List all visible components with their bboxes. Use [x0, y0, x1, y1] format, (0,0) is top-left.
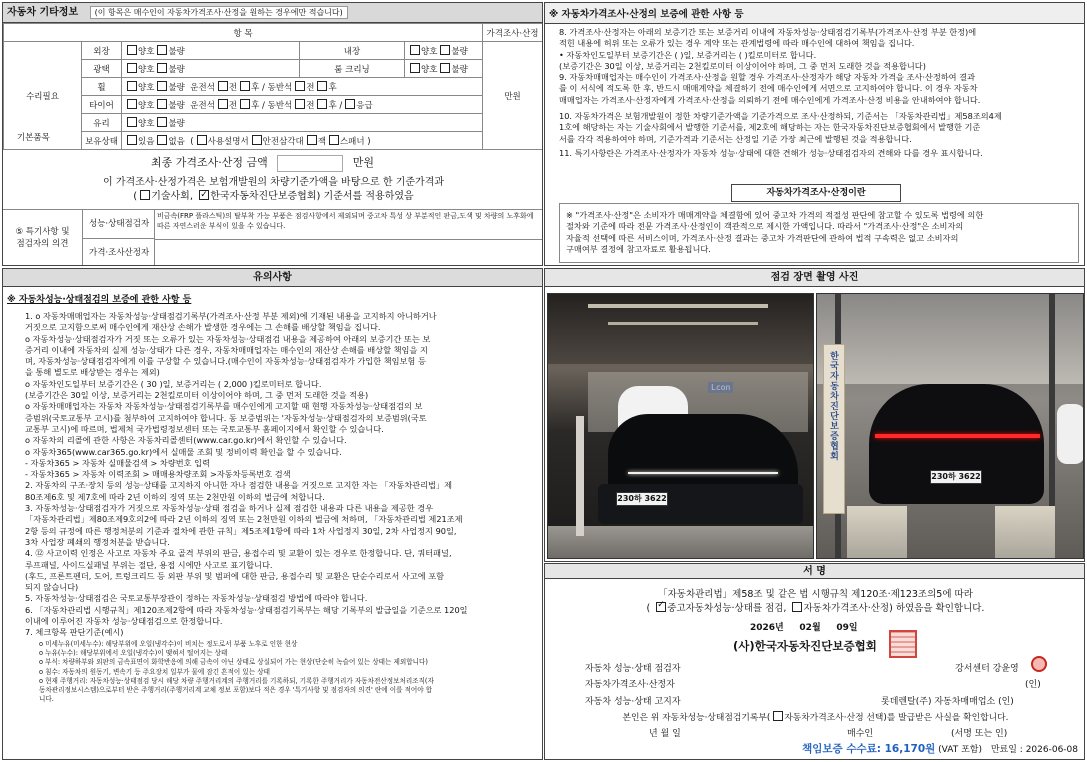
def-line: 구매여부 결정에 참고자료로 활용됩니다.	[566, 243, 711, 254]
tech-society-label: 기술사회,	[151, 191, 194, 202]
notice-line: o 자동차매매업자는 자동차 자동차성능·상태점검기록부를 매수인에게 고지할 때 현행 자동차성능·상태점검의 보	[25, 401, 423, 412]
checkbox-wheel-df[interactable]	[218, 81, 228, 91]
notice-line: - 자동차365 > 자동차 이력조회 > 매매용차량조회 >자동차등록번호 검색	[25, 469, 291, 480]
front-label: 전	[228, 82, 238, 93]
notice-line: 2. 자동차의 구조·장치 등의 성능·상태를 고지하지 아니한 자나 점검한 내용을 거짓으로 고지한 자는 「자동차관리법」제	[25, 480, 453, 491]
notice-line: 5. 자동차성능·상태점검은 국토교통부장관이 정하는 자동차성능·상태점검 방법에 따라야 합니다.	[25, 593, 368, 604]
notice-line: 1. o 자동차매매업자는 자동차성능·상태점검기록부(가격조사·산정 부분 제외)에 기재된 내용을 고지하지 아니하거나	[25, 311, 437, 321]
bad-label: 불량	[451, 64, 468, 75]
good-label: 양호	[421, 64, 438, 75]
def-line: 절차와 기준에 따라 전문 가격조사·산정인이 객관적으로 제시한 가액입니다. 따라서 "가격조사·산정"은 소비자의	[566, 221, 964, 232]
notice-line: 3. 자동차성능·상태점검자가 거짓으로 자동차성능·상태 점검을 하거나 실제 점검한 내용과 다른 내용을 제공한 경우	[25, 503, 434, 514]
basic-label: 기본품목	[17, 133, 50, 143]
criteria-line: o 부식: 차량하부와 외판의 금속표면이 화학반응에 의해 금속이 아닌 상태로 상실되어 가는 현상(단순히 녹슬어 있는 상태는 제외합니다)	[39, 658, 428, 667]
checkbox-gloss-good[interactable]	[127, 63, 137, 73]
final-price-input[interactable]	[277, 155, 343, 172]
front-label: 전	[306, 82, 315, 93]
other-info-note: (이 항목은 매수인이 자동차가격조사·산정을 원하는 경우에만 적습니다)	[90, 6, 348, 19]
row-tire: 타이어	[82, 96, 122, 114]
final-price-unit: 만원	[352, 156, 375, 169]
pw-line: 11. 특기사항란은 가격조사·산정자가 자동차 성능·상태에 대한 견해가 성능·상태점검자의 견해와 다를 경우 표시합니다.	[559, 147, 983, 158]
bad-label: 불량	[168, 46, 185, 57]
exists-label: 있음	[138, 136, 155, 147]
jack-label: 잭	[317, 136, 326, 147]
notice-line: (보증기간은 30일 이상, 보증거리는 2천킬로미터 이상이어야 하며, 그 중 먼저 도래한 것을 적용)	[25, 390, 369, 401]
good-label: 양호	[138, 64, 155, 75]
glass-options	[122, 114, 483, 132]
notice-bar: 유의사항	[3, 269, 542, 287]
fee-label: 책임보증 수수료: 16,170원	[802, 743, 936, 755]
perf-inspector-text: 비금속(FRP 플라스틱)의 탈부착 가능 부품은 점검사항에서 제외되며 중고차 특성 상 부분적인 판금,도색 및 차량의 노후화에 따른 자연스러운 부식이 있을 수 있습니다.	[157, 212, 534, 230]
notice-line: 증범위(국토교통부 고시)를 첨부하여 고지하여야 합니다. 동 보증범위는 '자동차성능·상태점검자의 보증범위(국토	[25, 412, 427, 423]
notice-line: 이내에 이루어진 자동차 성능·상태점검으로 한정합니다.	[25, 616, 223, 627]
sign-role-price: 자동차가격조사·산정자	[585, 680, 675, 690]
checkbox-exterior-good[interactable]	[127, 45, 137, 55]
sign-date	[750, 620, 858, 633]
fee-row	[802, 741, 1078, 756]
pw-line: 매매업자는 가격조사·산정자에게 가격조사·산정을 의뢰하기 전에 매수인에게 가격조사·산정 비용을 안내하여야 합니다.	[559, 94, 981, 105]
pw-line: • 자동차인도일부터 보증기간은 ( )일, 보증거리는 ( )킬로미터로 합니다.	[559, 49, 817, 60]
buyer-date: 년 월 일	[649, 729, 681, 739]
basis-line1: 이 가격조사·산정가격은 보험개발원의 차량기준가액을 바탕으로 한 기준가격과	[102, 177, 445, 188]
sign-name-inspector: 강서센터 강윤영	[955, 664, 1019, 674]
bad-label: 불량	[168, 64, 185, 75]
row-holding: 보유상태	[82, 132, 122, 150]
used-car-inspection-label: 중고자동차성능·상태를 점검,	[667, 603, 787, 614]
basis-text	[3, 176, 543, 204]
def-line: 자율적 선택에 따른 서비스이며, 가격조사·산정 결과는 중고차 가격판단에 관하여 법적 구속력은 없고 소비자의	[566, 232, 959, 243]
checkbox-glass-bad[interactable]	[157, 117, 167, 127]
col-price-header: 가격조사·산정	[483, 24, 543, 42]
checkbox-tire-df[interactable]	[218, 99, 228, 109]
criteria-line: 동차관리정보시스템)으로부터 받은 주행거리(주행거리계 교체 정보 포함)보다 적은 경우 '특기사항 및 점검자의 의견' 란에 이를 적어야 합	[39, 686, 433, 695]
pw-line: 1호에 해당하는 자는 기술사회에서 발행한 기준서를, 제2호에 해당하는 자는 한국자동차진단보증협회에서 발행한 기준	[559, 122, 981, 133]
sign-day: 09일	[836, 623, 858, 633]
sign-line1: 「자동차관리법」제58조 및 같은 법 시행규칙 제120조·제123조의5에 따라	[658, 589, 973, 600]
checkbox-exterior-bad[interactable]	[157, 45, 167, 55]
other-info-title: 자동차 기타정보	[7, 7, 79, 18]
sign-org: (사)한국자동차진단보증협회	[733, 639, 877, 653]
checkbox-spanner[interactable]	[329, 135, 339, 145]
notice-line: 2항 등의 규정에 따른 행정처분의 기준과 절차에 관한 규칙」제5조제1항에 따라 1차 사업정지 30일, 2차 사업정지 90일,	[25, 525, 457, 536]
sign-role-notifier: 자동차 성능·상태 고지자	[585, 697, 681, 707]
checkbox-wheel-good[interactable]	[127, 81, 137, 91]
price-survey-label: 자동차가격조사·산정) 하였음을 확인합니다.	[803, 603, 985, 614]
license-plate-front: 230하 3622	[616, 492, 668, 506]
price-inspector-label: 가격·조사산정자	[83, 239, 155, 266]
row-interior: 내장	[300, 42, 405, 60]
expiry-date: 만료일 : 2026-06-08	[990, 745, 1078, 755]
rear-passenger-label: 후 / 동반석	[251, 100, 293, 111]
notice-title: ※ 자동차성능·상태점검의 보증에 관한 사항 등	[7, 295, 192, 305]
license-plate-rear: 230하 3622	[930, 470, 982, 484]
triangle-label: 안전삼각대	[262, 136, 304, 147]
good-label: 양호	[421, 46, 438, 57]
good-label: 양호	[138, 46, 155, 57]
row-room: 룸 크리닝	[300, 60, 405, 78]
buyer-label: 매수인	[847, 729, 874, 739]
sign-panel	[544, 563, 1085, 760]
checkbox-glass-good[interactable]	[127, 117, 137, 127]
checkbox-used-car-inspection[interactable]	[656, 602, 666, 612]
room-options	[405, 60, 483, 78]
sign-line2: ( ✓중고자동차성능·상태를 점검, 자동차가격조사·산정) 하였음을 확인합니다.	[545, 600, 1085, 614]
notice-line: - 자동차365 > 자동차 실매물검색 > 차량번호 입력	[25, 457, 210, 468]
notice-line: 며, 자동차성능·상태점검자에게 이를 구상할 수 있습니다.(매수인이 자동차성능·상태점검자가 가입한 책임보험 등	[25, 356, 426, 367]
notice-line: 루프패널, 사이드실패널 부위는 절단, 용접 시에만 사고로 표기합니다.	[25, 559, 273, 570]
repair-label: 수리필요	[4, 42, 82, 150]
row-exterior: 외장	[82, 42, 122, 60]
pw-line: 10. 자동차가격은 보험개발원이 정한 차량기준가액을 기준가격으로 조사·산정하되, 기준서는 「자동차관리법」제58조의4제	[559, 111, 1002, 122]
criteria-list	[3, 639, 542, 705]
checkbox-tire-pr[interactable]	[317, 99, 327, 109]
price-manwon: 만원	[483, 42, 543, 150]
final-price-label: 최종 가격조사·산정 금액	[151, 156, 268, 169]
checkbox-wheel-pf[interactable]	[295, 81, 305, 91]
none-label: 없음	[168, 136, 185, 147]
bad-label: 불량	[168, 118, 185, 129]
perf-inspector-label: 성능·상태점검자	[83, 210, 155, 239]
sign-month: 02월	[799, 623, 821, 633]
other-info-panel	[2, 2, 543, 266]
pw-line: 9. 자동차매매업자는 매수인이 가격조사·산정을 원할 경우 가격조사·산정자가 해당 자동차 가격을 조사·산정하여 결과	[559, 72, 975, 83]
special-section	[3, 209, 543, 266]
pw-line: 를 이 서식에 적도록 한 후, 반드시 매매계약을 체결하기 전에 매수인에게 서면으로 고지하여야 합니다. 이 경우 자동차	[559, 83, 978, 94]
vertical-banner	[823, 344, 845, 514]
checkbox-room-good[interactable]	[410, 63, 420, 73]
notice-line: 80조제6호 및 제7호에 따라 2년 이하의 징역 또는 2천만원 이하의 벌금에 처합니다.	[25, 491, 325, 502]
inspection-photo-rear	[816, 293, 1084, 559]
driver-label: 운전석	[190, 100, 215, 111]
col-item-header: 항 목	[4, 24, 483, 42]
checkbox-holding-none[interactable]	[157, 135, 167, 145]
checkbox-wheel-pr[interactable]	[317, 81, 327, 91]
sign-role-inspector: 자동차 성능·상태 점검자	[585, 664, 681, 674]
front-label: 전	[306, 100, 315, 111]
fee-vat: (VAT 포함)	[938, 745, 982, 755]
checkbox-tire-dr[interactable]	[240, 99, 250, 109]
exterior-options	[122, 42, 300, 60]
row-glass: 유리	[82, 114, 122, 132]
rear-label: 후	[328, 82, 337, 93]
criteria-line: o 현재 주행거리: 자동차성능·상태점검 당시 해당 차량 주행거리계의 주행거리를 기록하되, 기록한 주행거리가 자동차전산정보처리조직(자	[39, 676, 434, 685]
checkbox-jack[interactable]	[307, 135, 317, 145]
gloss-options	[122, 60, 300, 78]
kadia-label: 한국자동차진단보증협회) 기준서를 적용하였음	[210, 191, 414, 202]
checkbox-price-survey[interactable]	[792, 602, 802, 612]
interior-options	[405, 42, 483, 60]
good-label: 양호	[138, 100, 155, 111]
rear-label: 후	[328, 100, 337, 111]
notice-panel	[2, 268, 543, 760]
criteria-line: 니다.	[39, 695, 54, 704]
checkbox-holding-exists[interactable]	[127, 135, 137, 145]
inspection-photo-front	[547, 293, 814, 559]
front-label: 전	[228, 100, 238, 111]
def-line: ※ "가격조사·산정"은 소비자가 매매계약을 체결함에 있어 중고차 가격의 적절성 판단에 참고할 수 있도록 법령에 의한	[566, 210, 984, 220]
rear-passenger-label: 후 / 동반석	[251, 82, 293, 93]
price-warranty-title: ※ 자동차가격조사·산정의 보증에 관한 사항 등	[545, 3, 1084, 24]
notice-line: 3차 사업장 폐쇄의 행정처분을 받습니다.	[25, 536, 170, 547]
good-label: 양호	[138, 118, 155, 129]
criteria-line: o 미세누유(미세누수): 해당부위에 오일(냉각수)이 비치는 정도로서 부품 노후로 인한 현상	[39, 639, 298, 648]
photo-bar: 점검 장면 촬영 사진	[545, 269, 1084, 287]
spanner-label: 스패너 )	[339, 136, 371, 147]
notice-line: o 자동차인도일부터 보증기간은 ( 30 )일, 보증거리는 ( 2,000 )킬로미터로 합니다.	[25, 378, 322, 389]
notice-line: o 자동차의 리콜에 관한 사항은 자동차리콜센터(www.car.go.kr)에서 확인할 수 있습니다.	[25, 435, 347, 446]
good-label: 양호	[138, 82, 155, 93]
definition-title: 자동차가격조사·산정이란	[731, 184, 901, 202]
holding-options: 있음 없음 ( 사용설명서 안전삼각대 잭 스패너 )	[122, 132, 483, 150]
notice-list	[3, 309, 542, 639]
checkbox-tire-emergency[interactable]	[345, 99, 355, 109]
checkbox-gloss-bad[interactable]	[157, 63, 167, 73]
pw-line: 8. 가격조사·산정자는 아래의 보증기간 또는 보증거리 이내에 자동차성능·상태점검기록부(가격조사·산정 부분 한정)에	[559, 27, 977, 37]
row-gloss: 광택	[82, 60, 122, 78]
sign-year: 2026년	[750, 623, 784, 633]
bad-label: 불량	[451, 46, 468, 57]
notice-line: o 자동차성능·상태점검자가 거짓 또는 오류가 있는 자동차성능·상태점검 내용을 제공하여 아래의 보증기간 또는 보	[25, 333, 431, 344]
confirm-text-b: 자동차가격조사·산정 선택)를 발급받은 사실을 확인합니다.	[784, 713, 1009, 723]
tire-options: 양호 불량 운전석 전 후 / 동반석 전 후 / 응급	[122, 96, 483, 114]
notice-line: 을 통해 별도로 배상받는 경우는 제외)	[25, 367, 160, 378]
pw-line: 서를 각각 적용하여야 하며, 기준가격과 기준서는 산정일 기준 가장 최근에 발행된 것을 적용합니다.	[559, 133, 912, 144]
checkbox-interior-bad[interactable]	[440, 45, 450, 55]
final-price-row	[151, 154, 374, 172]
definition-box	[559, 203, 1079, 263]
notice-line: 되지 않습니다)	[25, 582, 79, 593]
bad-label: 불량	[168, 82, 185, 93]
sign-confirm	[545, 710, 1085, 723]
inspector-seal-icon	[1031, 656, 1047, 672]
price-warranty-panel	[544, 2, 1085, 266]
repair-table	[3, 23, 543, 150]
notice-line: 증거리 이내에 자동차의 실제 성능·상태가 다른 경우, 자동차매매업자는 매수인의 재산상 손해를 배상할 책임을 지	[25, 344, 428, 355]
driver-label: 운전석	[190, 82, 215, 93]
checkbox-tech-society[interactable]	[140, 190, 150, 200]
pw-line: (보증기간은 30일 이상, 보증거리는 2천킬로미터 이상이어야 하며, 그 중 먼저 도래한 것을 적용합니다)	[559, 60, 926, 71]
notice-line: 거짓으로 고지함으로써 매수인에게 재산상 손해가 발생한 경우에는 그 손해를 배상할 책임을 집니다.	[25, 322, 381, 333]
special-label: ⑤ 특기사항 및 점검자의 의견	[3, 210, 83, 266]
notice-line: 「자동차관리법」제80조제9호의2에 따라 2년 이하의 징역 또는 2천만원 이하의 벌금에 처하며, 「자동차관리법 제21조제	[25, 514, 463, 525]
wheel-options	[122, 78, 483, 96]
checkbox-wheel-bad[interactable]	[157, 81, 167, 91]
sign-bar: 서 명	[545, 564, 1084, 579]
notice-line: 7. 체크항목 판단기준(예시)	[25, 627, 124, 638]
checkbox-manual[interactable]	[197, 135, 207, 145]
price-warranty-list	[545, 24, 1084, 159]
checkbox-confirm-price[interactable]	[773, 711, 783, 721]
criteria-line: o 누유(누수): 해당부위에서 오일(냉각수)이 맺혀서 떨어지는 상태	[39, 648, 228, 657]
row-wheel: 휠	[82, 78, 122, 96]
checkbox-triangle[interactable]	[252, 135, 262, 145]
checkbox-kadia[interactable]	[199, 190, 209, 200]
checkbox-tire-pf[interactable]	[295, 99, 305, 109]
checkbox-wheel-dr[interactable]	[240, 81, 250, 91]
checkbox-interior-good[interactable]	[410, 45, 420, 55]
org-seal-icon	[889, 630, 917, 658]
bad-label: 불량	[168, 100, 185, 111]
notice-line: (후드, 프론트펜더, 도어, 트렁크리드 등 외판 부위 및 범퍼에 대한 판금, 용접수리 및 교환은 단순수리로서 사고에 포함	[25, 570, 445, 581]
checkbox-room-bad[interactable]	[440, 63, 450, 73]
pw-line: 적힌 내용에 허위 또는 오류가 있는 경우 계약 또는 관계법령에 따라 매수인에 대하여 책임을 집니다.	[559, 38, 915, 49]
sign-name-price: (인)	[1025, 680, 1041, 690]
other-info-header	[3, 3, 542, 23]
buyer-sign-hint: (서명 또는 인)	[951, 729, 1008, 739]
confirm-text-a: 본인은 위 자동차성능·상태점검기록부(	[622, 713, 771, 723]
checkbox-tire-bad[interactable]	[157, 99, 167, 109]
notice-line: 6. 「자동차관리법 시행규칙」제120조제2항에 따라 자동차성능·상태점검기록부는 해당 기록부의 발급일을 기준으로 120일	[25, 604, 468, 615]
manual-label: 사용설명서	[207, 136, 249, 147]
notice-line: 4. ⑫ 사고이력 인정은 사고로 자동차 주요 골격 부위의 판금, 용접수리 및 교환이 있는 경우로 한정합니다. 단, 쿼터패널,	[25, 548, 452, 559]
checkbox-tire-good[interactable]	[127, 99, 137, 109]
emergency-label: 응급	[356, 100, 373, 111]
notice-line: o 자동차365(www.car365.go.kr)에서 실매물 조회 및 정비이력 확인을 할 수 있습니다.	[25, 446, 342, 457]
sign-name-notifier: 롯데렌탈(주) 자동차매매업소 (인)	[881, 697, 1014, 707]
criteria-line: o 침수: 자동차의 원동기, 변속기 등 주요장치 일부가 물에 잠긴 흔적이 있는 상태	[39, 667, 270, 676]
basis-line2: ( 기술사회, ✓ 한국자동차진단보증협회) 기준서를 적용하였음	[3, 190, 543, 204]
notice-line: 교통부 고시)에 따르며, 법제처 국가법령정보센터 또는 국토교통부 홈페이지에서 확인할 수 있습니다.	[25, 423, 384, 434]
photo-panel	[544, 268, 1085, 562]
vertical-banner-text: 한국자동차진단보증협회	[828, 351, 838, 461]
